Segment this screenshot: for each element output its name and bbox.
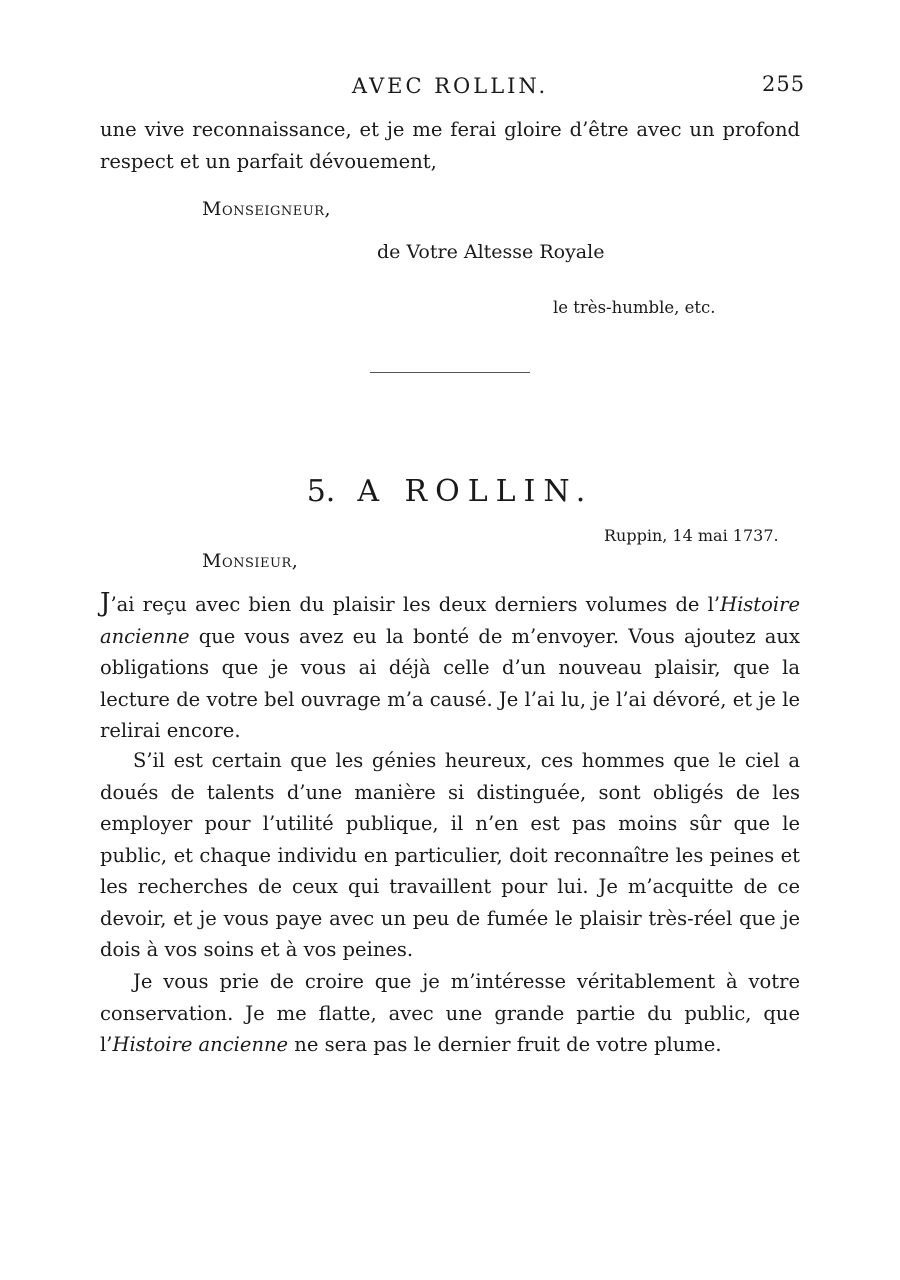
page-number: 255	[762, 72, 806, 96]
paragraph-1: J’ai reçu avec bien du plaisir les deux derniers volumes de l’Histoire ancienne que vous avez eu la bonté de m’envoyer. Vous ajoutez aux obligations que je vous ai déjà celle d’un nouveau plaisir, que la lecture de votre bel ouvrage m’a causé. Je l’ai lu, je l’ai dévoré, et je le relirai encore.	[100, 588, 800, 742]
paragraph-3: Je vous prie de croire que je m’intéresse véritablement à votre conservation. Je me flatte, avec une grande partie du public, que l’Histoire ancienne ne sera pas le dernier fruit de votre plume.	[100, 970, 800, 1056]
title-line: de Votre Altesse Royale	[377, 241, 605, 263]
letter-title: A ROLLIN.	[357, 474, 594, 509]
address-line: Monseigneur,	[202, 198, 332, 220]
book-title: Histoire ancienne	[100, 593, 800, 648]
running-head: AVEC ROLLIN.	[351, 74, 549, 98]
closing-line: respect et un parfait dévouement,	[100, 149, 437, 173]
book-title: Histoire ancienne	[112, 1033, 289, 1056]
drop-cap: J	[100, 588, 111, 618]
signature: le très-humble, etc.	[553, 298, 716, 317]
letter-number: 5.	[306, 474, 336, 509]
salutation: Monsieur,	[202, 550, 299, 572]
letter-heading	[100, 474, 800, 509]
closing-line: une vive reconnaissance, et je me ferai gloire d’être avec un profond	[100, 118, 800, 141]
section-divider	[370, 372, 530, 373]
paragraph-2: S’il est certain que les génies heureux, ces hommes que le ciel a doués de talents d’une manière si distinguée, sont obligés de les employer pour l’utilité publique, il n’en est pas moins sûr que le public, et chaque individu en particulier, doit reconnaître les peines et les recherches de ceux qui travaillent pour lui. Je m’acquitte de ce devoir, et je vous paye avec un peu de fumée le plaisir très-réel que je dois à vos soins et à vos peines.	[100, 749, 800, 961]
dateline: Ruppin, 14 mai 1737.	[604, 526, 779, 545]
previous-letter-closing	[100, 114, 800, 177]
